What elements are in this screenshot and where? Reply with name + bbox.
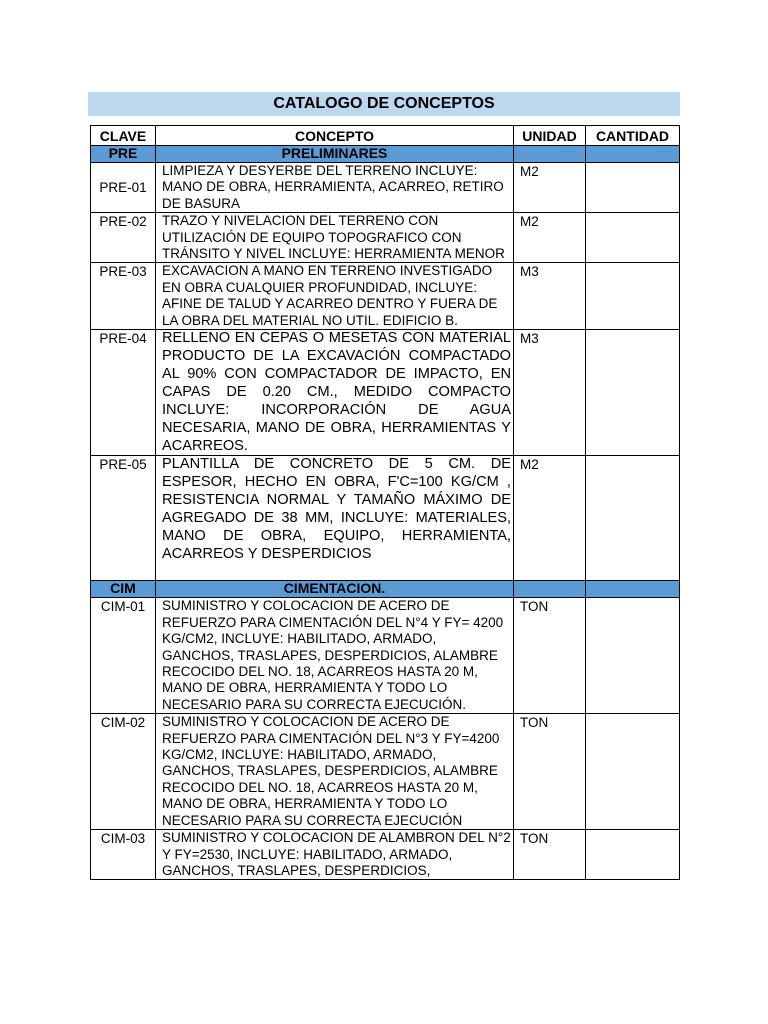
- row-concepto: SUMINISTRO Y COLOCACION DE ACERO DE REFUERZO PARA CIMENTACIÓN DEL N°4 Y FY= 4200 KG/CM2, INCLUYE: HABILITADO, ARMADO, GANCHOS, TRASLAPES, DESPERDICIOS, ALAMBRE RECOCIDO DEL NO. 18, ACARREOS HASTA 20 M, MANO DE OBRA, HERRAMIENTA Y TODO LO NECESARIO PARA SU CORRECTA EJECUCIÓN.: [156, 598, 514, 714]
- row-unidad: M2: [514, 163, 586, 213]
- concepts-table: [90, 125, 680, 880]
- row-cantidad: [586, 598, 680, 714]
- row-unidad: TON: [514, 598, 586, 714]
- row-unidad: M3: [514, 330, 586, 456]
- row-clave: PRE-05: [91, 456, 156, 581]
- section-unidad: [514, 146, 586, 163]
- row-clave: PRE-02: [91, 213, 156, 263]
- row-clave: PRE-04: [91, 330, 156, 456]
- header-unidad: UNIDAD: [514, 126, 586, 146]
- section-name: CIMENTACION.: [156, 581, 514, 598]
- table-row: [91, 330, 680, 456]
- table-row: [91, 163, 680, 213]
- document-title: CATALOGO DE CONCEPTOS: [88, 92, 680, 116]
- row-concepto: PLANTILLA DE CONCRETO DE 5 CM. DE ESPESOR, HECHO EN OBRA, F'C=100 KG/CM , RESISTENCIA NORMAL Y TAMAÑO MÁXIMO DE AGREGADO DE 38 MM, INCLUYE: MATERIALES, MANO DE OBRA, EQUIPO, HERRAMIENTA, ACARREOS Y DESPERDICIOS: [156, 456, 514, 581]
- row-cantidad: [586, 213, 680, 263]
- row-concepto: LIMPIEZA Y DESYERBE DEL TERRENO INCLUYE: MANO DE OBRA, HERRAMIENTA, ACARREO, RETIRO DE BASURA: [156, 163, 514, 213]
- section-name: PRELIMINARES: [156, 146, 514, 163]
- row-cantidad: [586, 714, 680, 830]
- row-cantidad: [586, 830, 680, 880]
- row-clave: PRE-03: [91, 263, 156, 330]
- row-clave: CIM-01: [91, 598, 156, 714]
- row-concepto: TRAZO Y NIVELACION DEL TERRENO CON UTILIZACIÓN DE EQUIPO TOPOGRAFICO CON TRÁNSITO Y NIVEL INCLUYE: HERRAMIENTA MENOR: [156, 213, 514, 263]
- table-row: [91, 598, 680, 714]
- section-cantidad: [586, 146, 680, 163]
- section-code: PRE: [91, 146, 156, 163]
- row-cantidad: [586, 163, 680, 213]
- row-cantidad: [586, 263, 680, 330]
- row-unidad: TON: [514, 830, 586, 880]
- row-unidad: M3: [514, 263, 586, 330]
- table-row: [91, 714, 680, 830]
- row-unidad: M2: [514, 213, 586, 263]
- row-concepto: EXCAVACION A MANO EN TERRENO INVESTIGADO EN OBRA CUALQUIER PROFUNDIDAD, INCLUYE: AFINE DE TALUD Y ACARREO DENTRO Y FUERA DE LA OBRA DEL MATERIAL NO UTIL. EDIFICIO B.: [156, 263, 514, 330]
- section-row-preliminares: [91, 146, 680, 163]
- section-cantidad: [586, 581, 680, 598]
- row-concepto: SUMINISTRO Y COLOCACION DE ACERO DE REFUERZO PARA CIMENTACIÓN DEL N°3 Y FY=4200 KG/CM2, INCLUYE: HABILITADO, ARMADO, GANCHOS, TRASLAPES, DESPERDICIOS, ALAMBRE RECOCIDO DEL NO. 18, ACARREOS HASTA 20 M, MANO DE OBRA, HERRAMIENTA Y TODO LO NECESARIO PARA SU CORRECTA EJECUCIÓN: [156, 714, 514, 830]
- row-clave: PRE-01: [91, 163, 156, 213]
- row-cantidad: [586, 330, 680, 456]
- header-concepto: CONCEPTO: [156, 126, 514, 146]
- table-row: [91, 830, 680, 880]
- section-code: CIM: [91, 581, 156, 598]
- header-clave: CLAVE: [91, 126, 156, 146]
- row-concepto: RELLENO EN CEPAS O MESETAS CON MATERIAL PRODUCTO DE LA EXCAVACIÓN COMPACTADO AL 90% CON COMPACTADOR DE IMPACTO, EN CAPAS DE 0.20 CM., MEDIDO COMPACTO INCLUYE: INCORPORACIÓN DE AGUA NECESARIA, MANO DE OBRA, HERRAMIENTAS Y ACARREOS.: [156, 330, 514, 456]
- row-unidad: M2: [514, 456, 586, 581]
- table-row: [91, 456, 680, 581]
- row-unidad: TON: [514, 714, 586, 830]
- row-clave: CIM-03: [91, 830, 156, 880]
- table-row: [91, 263, 680, 330]
- header-cantidad: CANTIDAD: [586, 126, 680, 146]
- table-header-row: [91, 126, 680, 146]
- row-concepto: SUMINISTRO Y COLOCACION DE ALAMBRON DEL N°2 Y FY=2530, INCLUYE: HABILITADO, ARMADO, GANCHOS, TRASLAPES, DESPERDICIOS,: [156, 830, 514, 880]
- row-cantidad: [586, 456, 680, 581]
- section-row-cimentacion: [91, 581, 680, 598]
- section-unidad: [514, 581, 586, 598]
- table-row: [91, 213, 680, 263]
- row-clave: CIM-02: [91, 714, 156, 830]
